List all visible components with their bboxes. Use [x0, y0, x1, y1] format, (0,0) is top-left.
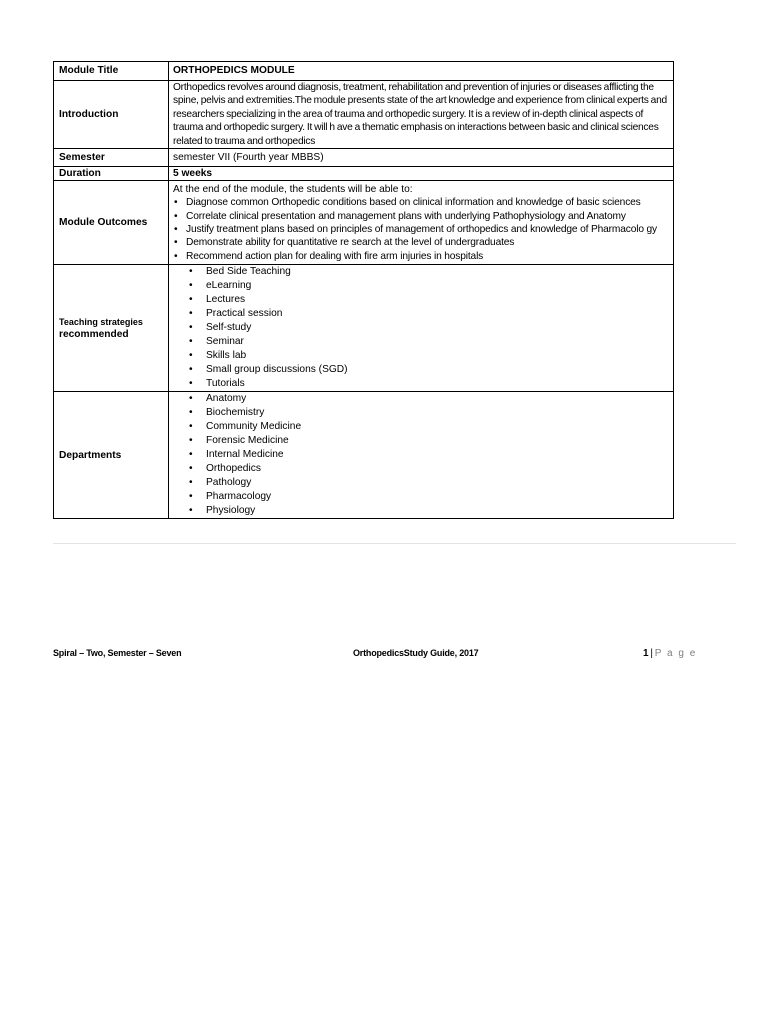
list-item: • Skills lab [173, 349, 669, 363]
list-item: • Tutorials [173, 377, 669, 391]
list-item: • Internal Medicine [173, 448, 669, 462]
departments-value [169, 392, 674, 519]
footer-center-text: OrthopedicsStudy Guide, 2017 [353, 648, 479, 658]
departments-row [54, 392, 674, 519]
list-item: • Lectures [173, 293, 669, 307]
module-title-label: Module Title [54, 62, 169, 81]
list-item: • Correlate clinical presentation and management plans with underlying Pathophysiology and Anatomy [173, 210, 669, 223]
list-item: • Demonstrate ability for quantitative re search at the level of undergraduates [173, 236, 669, 249]
semester-value: semester VII (Fourth year MBBS) [169, 149, 674, 167]
duration-label: Duration [54, 167, 169, 181]
module-info-table [53, 61, 674, 519]
list-item: • Physiology [173, 504, 669, 518]
list-item: • eLearning [173, 279, 669, 293]
list-item: • Recommend action plan for dealing with fire arm injuries in hospitals [173, 250, 669, 263]
module-outcomes-intro: At the end of the module, the students will be able to: [173, 183, 413, 195]
list-item: • Forensic Medicine [173, 434, 669, 448]
page-separator: | [650, 648, 653, 659]
list-item: • Biochemistry [173, 406, 669, 420]
page-word: P a g e [654, 648, 697, 659]
list-item: • Justify treatment plans based on principles of management of orthopedics and knowledge of Pharmacolo gy [173, 223, 669, 236]
list-item: • Pharmacology [173, 490, 669, 504]
footer-left-text: Spiral – Two, Semester – Seven [53, 648, 182, 658]
departments-list [173, 392, 669, 518]
duration-value: 5 weeks [169, 167, 674, 181]
introduction-label: Introduction [54, 81, 169, 149]
teaching-strategies-label-line1: Teaching strategies [59, 316, 143, 327]
module-title-value: ORTHOPEDICS MODULE [169, 62, 674, 81]
list-item: • Anatomy [173, 392, 669, 406]
list-item: • Seminar [173, 335, 669, 349]
introduction-value: Orthopedics revolves around diagnosis, treatment, rehabilitation and prevention of injuries or diseases afflicting the spine, pelvis and extremities.The module presents state of the art knowledge and experience from clinical experts and researchers specializing in the area of trauma and orthopedic surgery. It is a review of in-depth clinical aspects of trauma and orthopedic surgery. It will h ave a thematic emphasis on interactions between basic and clinical sciences related to trauma and orthopedics [169, 81, 674, 149]
page-number: 1 [643, 648, 649, 659]
duration-row [54, 167, 674, 181]
teaching-strategies-row [54, 265, 674, 392]
list-item: • Orthopedics [173, 462, 669, 476]
module-outcomes-row [54, 181, 674, 265]
semester-row [54, 149, 674, 167]
teaching-strategies-list [173, 265, 669, 391]
module-outcomes-list [173, 196, 669, 263]
teaching-strategies-label [54, 265, 169, 392]
list-item: • Small group discussions (SGD) [173, 363, 669, 377]
semester-label: Semester [54, 149, 169, 167]
footer-page-indicator [643, 648, 697, 659]
list-item: • Pathology [173, 476, 669, 490]
departments-label: Departments [54, 392, 169, 519]
teaching-strategies-label-line2: recommended [59, 328, 129, 340]
list-item: • Practical session [173, 307, 669, 321]
module-title-row [54, 62, 674, 81]
list-item: • Community Medicine [173, 420, 669, 434]
teaching-strategies-value [169, 265, 674, 392]
list-item: • Self-study [173, 321, 669, 335]
module-outcomes-value [169, 181, 674, 265]
module-outcomes-label: Module Outcomes [54, 181, 169, 265]
list-item: • Diagnose common Orthopedic conditions based on clinical information and knowledge of basic sciences [173, 196, 669, 209]
list-item: • Bed Side Teaching [173, 265, 669, 279]
introduction-row [54, 81, 674, 149]
page-divider [53, 543, 736, 544]
